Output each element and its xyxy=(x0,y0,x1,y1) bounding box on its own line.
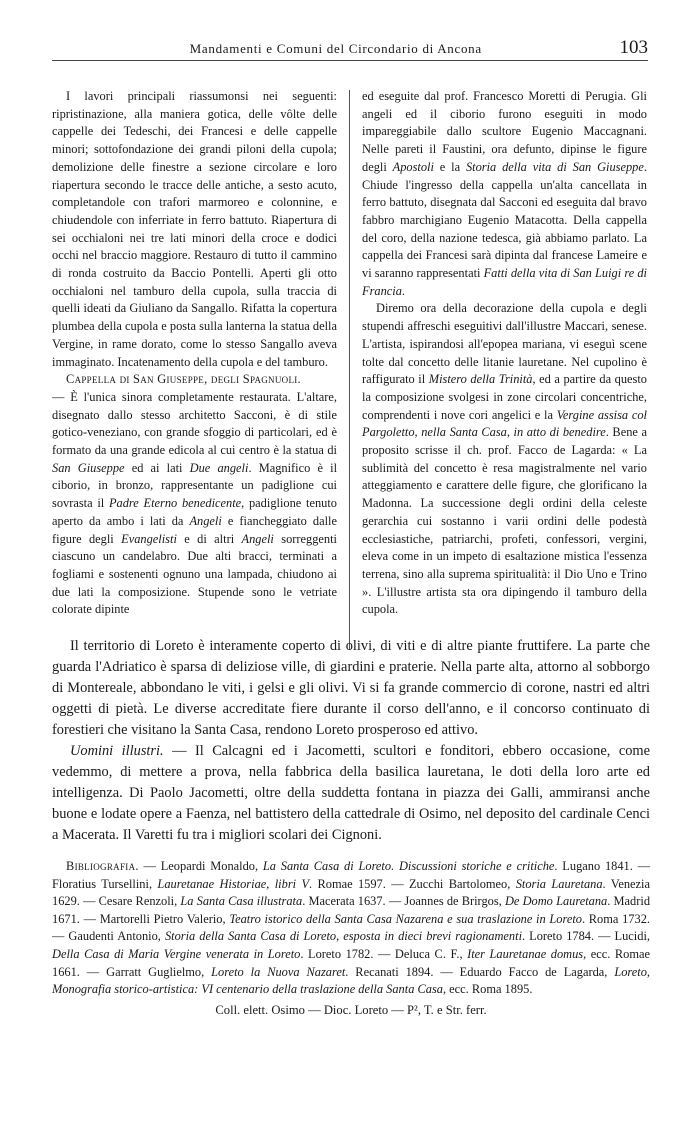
right-paragraph-cupola: Diremo ora della decorazione della cupola e degli stupendi affreschi eseguitivi dall'illustre Maccari, senese. L'artista, ispirandosi all'epopea mariana, vi eseguì scene tolte dal concetto delle litanie lauretane. Nel cupolino è raffigurato il Mistero della Trinità, ed a partire da questo la composizione svolgesi in zone circolari concentriche, comprendenti i nove cori angelici e la Vergine assisa col Pargoletto, nella Santa Casa, in atto di benedire. Bene a proposito scrisse il ch. prof. Facco de Lagarda: « La sublimità del concetto è resa magistralmente nel vario atteggiamento e carattere delle figure, che glorificano la Madonna. La successione degli ordini della celeste gerarchia cui sostanno i varii ordini delle podestà ecclesiastiche, patriarchi, profeti, confessori, vergini, eleva come in un impeto di esaltazione mistica l'essenza terrena, sino alla suprema spiritualità: il Dio Uno e Trino ». L'illustre artista sta ora dipingendo il tamburo della cupola. xyxy=(362,301,647,617)
paragraph-territorio: Il territorio di Loreto è interamente coperto di olivi, di viti e di altre piante fruttifere. La parte che guarda l'Adriatico è sparsa di deliziose ville, di giardini e praterie. Nella parte alta, attorno al sobborgo di Montereale, abbondano le viti, i gelsi e gli olivi. Vi si fa grande commercio di corone, nastri ed altri oggetti di pietà. Le diverse accreditate fiere durante il corso dell'anno, e il concorso continuato di forestieri che visitano la Santa Casa, rendono Loreto prosperoso ed attivo. xyxy=(52,638,650,738)
section-heading-cappella: Cappella di San Giuseppe, degli Spagnuoli. xyxy=(66,372,301,387)
right-paragraph-continuation: ed eseguite dal prof. Francesco Moretti di Perugia. Gli angeli ed il ciborio furono eseguiti in modo impareggiabile dallo scultore Eugenio Maccagnani. Nelle pareti il Faustini, ora defunto, dipinse le figure degli Apostoli e la Storia della vita di San Giuseppe. Chiude l'ingresso della cappella un'alta cancellata in ferro battuto, disegnata dal Sacconi ed eseguita dal bravo fabbro marchigiano Eugenio Matacotta. Della cappella del coro, della nazione tedesca, già abbiamo parlato. La cappella dei Francesi sarà dipinta dal francese Lameire e vi saranno rappresentati Fatti della vita di San Luigi re di Francia. xyxy=(362,89,647,298)
main-text xyxy=(52,636,650,846)
right-column xyxy=(362,88,647,648)
two-column-section xyxy=(52,88,647,648)
left-column xyxy=(52,88,337,648)
uomini-illustri-heading: Uomini illustri. xyxy=(70,743,164,759)
column-divider xyxy=(349,90,350,650)
bibliography-label: Bibliografia. xyxy=(66,859,139,873)
running-title: Mandamenti e Comuni del Circondario di Ancona xyxy=(189,41,482,56)
collegio-info: Coll. elett. Osimo — Dioc. Loreto — P², T. e Str. ferr. xyxy=(215,1002,487,1017)
running-header xyxy=(52,36,648,61)
page-number: 103 xyxy=(619,37,648,58)
bibliography xyxy=(52,858,650,1019)
paragraph-uomini-illustri: Uomini illustri. — Il Calcagni ed i Jacometti, scultori e fonditori, ebbero occasione, come vedemmo, di mettere a prova, nella fabbrica della basilica lauretana, le doti della loro arte ed intelligenza. Di Paolo Jacometti, oltre della suddetta fontana in piazza dei Galli, ammiransi anche buone e lodate opere a Faenza, nel battistero della cattedrale di Osimo, nel deposito del cardinale Cenci a Macerata. Il Varetti fu tra i migliori scolari dei Cignoni. xyxy=(52,743,650,843)
left-paragraph-san-giuseppe: Cappella di San Giuseppe, degli Spagnuoli. — È l'unica sinora completamente restaurata. L'altare, disegnato dallo stesso architetto Sacconi, è di stile gotico-veneziano, con grande sfoggio di particolari, ed è formato da una grande edicola al cui centro è la statua di San Giuseppe ed ai lati Due angeli. Magnifico è il ciborio, in bronzo, rappresentante un padiglione cui sovrasta il Padre Eterno benedicente, padiglione tenuto aperto da ambo i lati da Angeli e fiancheggiato dalle figure degli Evangelisti e di altri Angeli sorreggenti ciascuno un candelabro. Due alti bracci, terminati a fogliami e sostenenti ognuno una lampada, chiudono ai due lati la composizione. Stupende sono le vetriate colorate dipinte xyxy=(52,372,337,617)
left-paragraph-restorations: I lavori principali riassumonsi nei seguenti: ripristinazione, alla maniera gotica, delle vôlte delle cappelle dei Tedeschi, dei Francesi e delle cappelle minori; sottofondazione dei grandi piloni della cupola; demolizione delle finestre a sezione circolare e loro riapertura secondo le tracce delle antiche, a sesto acuto, completandole con trafori marmoreo e colonnine, e chiudendole con inferriate in ferro battuto. Riapertura di sei occhialoni nei tre lati minori della croce e dodici occhi nel braccio maggiore. Restauro di tutto il cammino di ronda costruito da Baccio Pontelli. Aperti gli otto occhialoni nel tamburo della cupola, sulla traccia di quelli ideati da Giuliano da Sangallo. Rifatta la copertura plumbea della cupola e posta sulla lanterna la statua della Vergine, in rame dorato, come lo stesso Sangallo aveva immaginato. Incatenamento della cupola e del tamburo. xyxy=(52,89,337,369)
bibliography-entries: Bibliografia. — Leopardi Monaldo, La Santa Casa di Loreto. Discussioni storiche e critiche. Lugano 1841. — Floratius Tursellini, Lauretanae Historiae, libri V. Romae 1597. — Zucchi Bartolomeo, Storia Lauretana. Venezia 1629. — Cesare Renzoli, La Santa Casa illustrata. Macerata 1637. — Joannes de Brirgos, De Domo Lauretana. Madrid 1671. — Martorelli Pietro Valerio, Teatro istorico della Santa Casa Nazarena e sua traslazione in Loreto. Roma 1732. — Gaudenti Antonio, Storia della Santa Casa di Loreto, esposta in dieci brevi ragionamenti. Loreto 1784. — Lucidi, Della Casa di Maria Vergine venerata in Loreto. Loreto 1782. — Deluca C. F., Iter Lauretanae domus, ecc. Romae 1661. — Garratt Guglielmo, Loreto la Nuova Nazaret. Recanati 1894. — Eduardo Facco de Lagarda, Loreto, Monografia storico-artistica: VI centenario della traslazione della Santa Casa, ecc. Roma 1895. xyxy=(52,859,651,997)
